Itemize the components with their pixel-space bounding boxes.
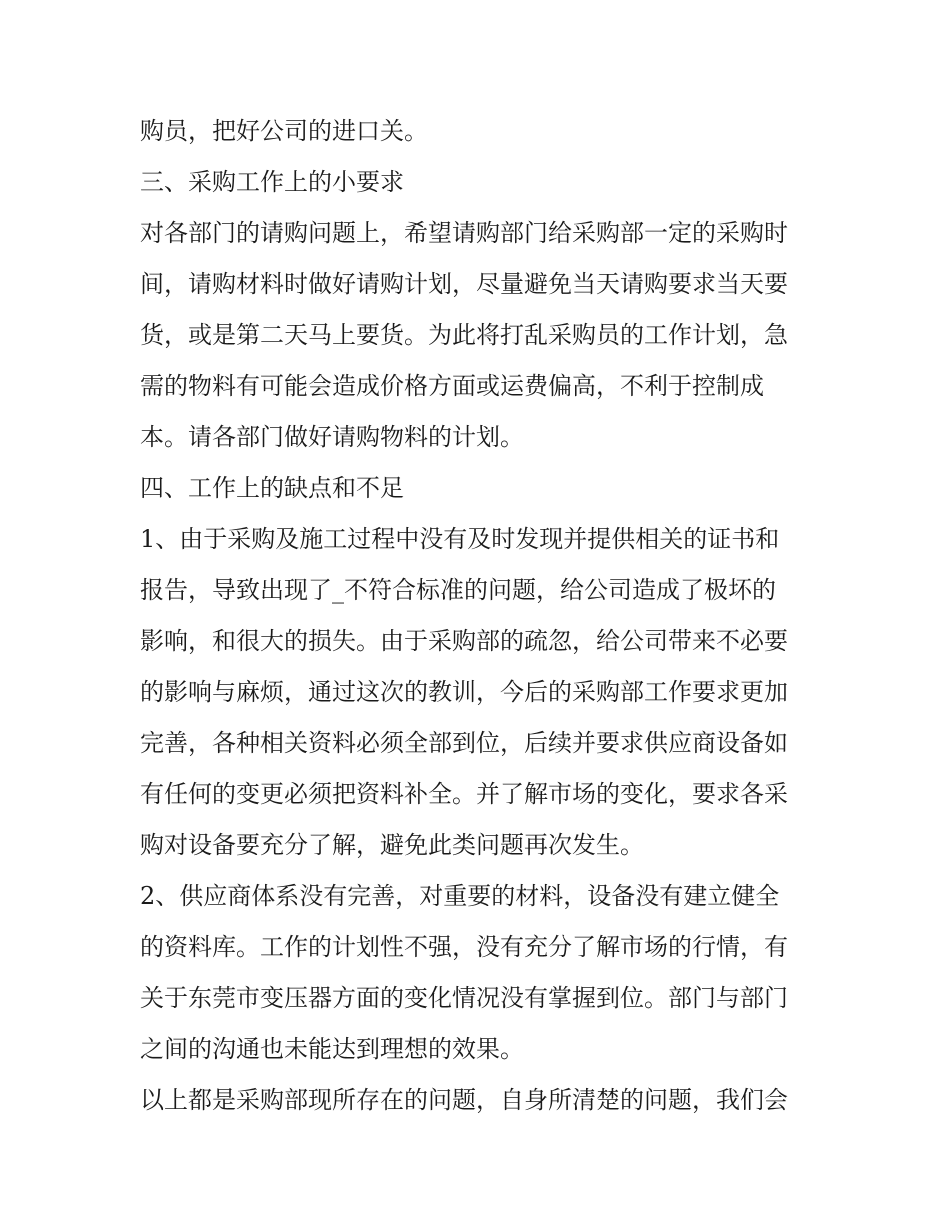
body-line: 购员，把好公司的进口关。 bbox=[140, 117, 428, 145]
body-line: 之间的沟通也未能达到理想的效果。 bbox=[140, 1035, 524, 1063]
body-line: 的资料库。工作的计划性不强，没有充分了解市场的行情，有 bbox=[140, 933, 788, 961]
body-line: 本。请各部门做好请购物料的计划。 bbox=[140, 423, 524, 451]
section-heading: 四、工作上的缺点和不足 bbox=[140, 474, 404, 502]
body-line: 1、由于采购及施工过程中没有及时发现并提供相关的证书和 bbox=[140, 525, 780, 553]
body-line: 2、供应商体系没有完善，对重要的材料，设备没有建立健全 bbox=[140, 882, 780, 910]
body-line: 有任何的变更必须把资料补全。并了解市场的变化，要求各采 bbox=[140, 780, 788, 808]
body-line: 以上都是采购部现所存在的问题，自身所清楚的问题，我们会 bbox=[140, 1086, 788, 1114]
body-line: 货，或是第二天马上要货。为此将打乱采购员的工作计划，急 bbox=[140, 321, 788, 349]
body-line: 报告，导致出现了_不符合标准的问题，给公司造成了极坏的 bbox=[140, 576, 776, 604]
body-line: 完善，各种相关资料必须全部到位，后续并要求供应商设备如 bbox=[140, 729, 788, 757]
body-line: 影响，和很大的损失。由于采购部的疏忽，给公司带来不必要 bbox=[140, 627, 788, 655]
body-line: 购对设备要充分了解，避免此类问题再次发生。 bbox=[140, 831, 644, 859]
body-line: 关于东莞市变压器方面的变化情况没有掌握到位。部门与部门 bbox=[140, 984, 788, 1012]
body-line: 的影响与麻烦，通过这次的教训，今后的采购部工作要求更加 bbox=[140, 678, 788, 706]
body-line: 间，请购材料时做好请购计划，尽量避免当天请购要求当天要 bbox=[140, 270, 788, 298]
body-line: 需的物料有可能会造成价格方面或运费偏高，不利于控制成 bbox=[140, 372, 764, 400]
document-body bbox=[140, 106, 820, 1126]
section-heading: 三、采购工作上的小要求 bbox=[140, 168, 404, 196]
body-line: 对各部门的请购问题上，希望请购部门给采购部一定的采购时 bbox=[140, 219, 788, 247]
